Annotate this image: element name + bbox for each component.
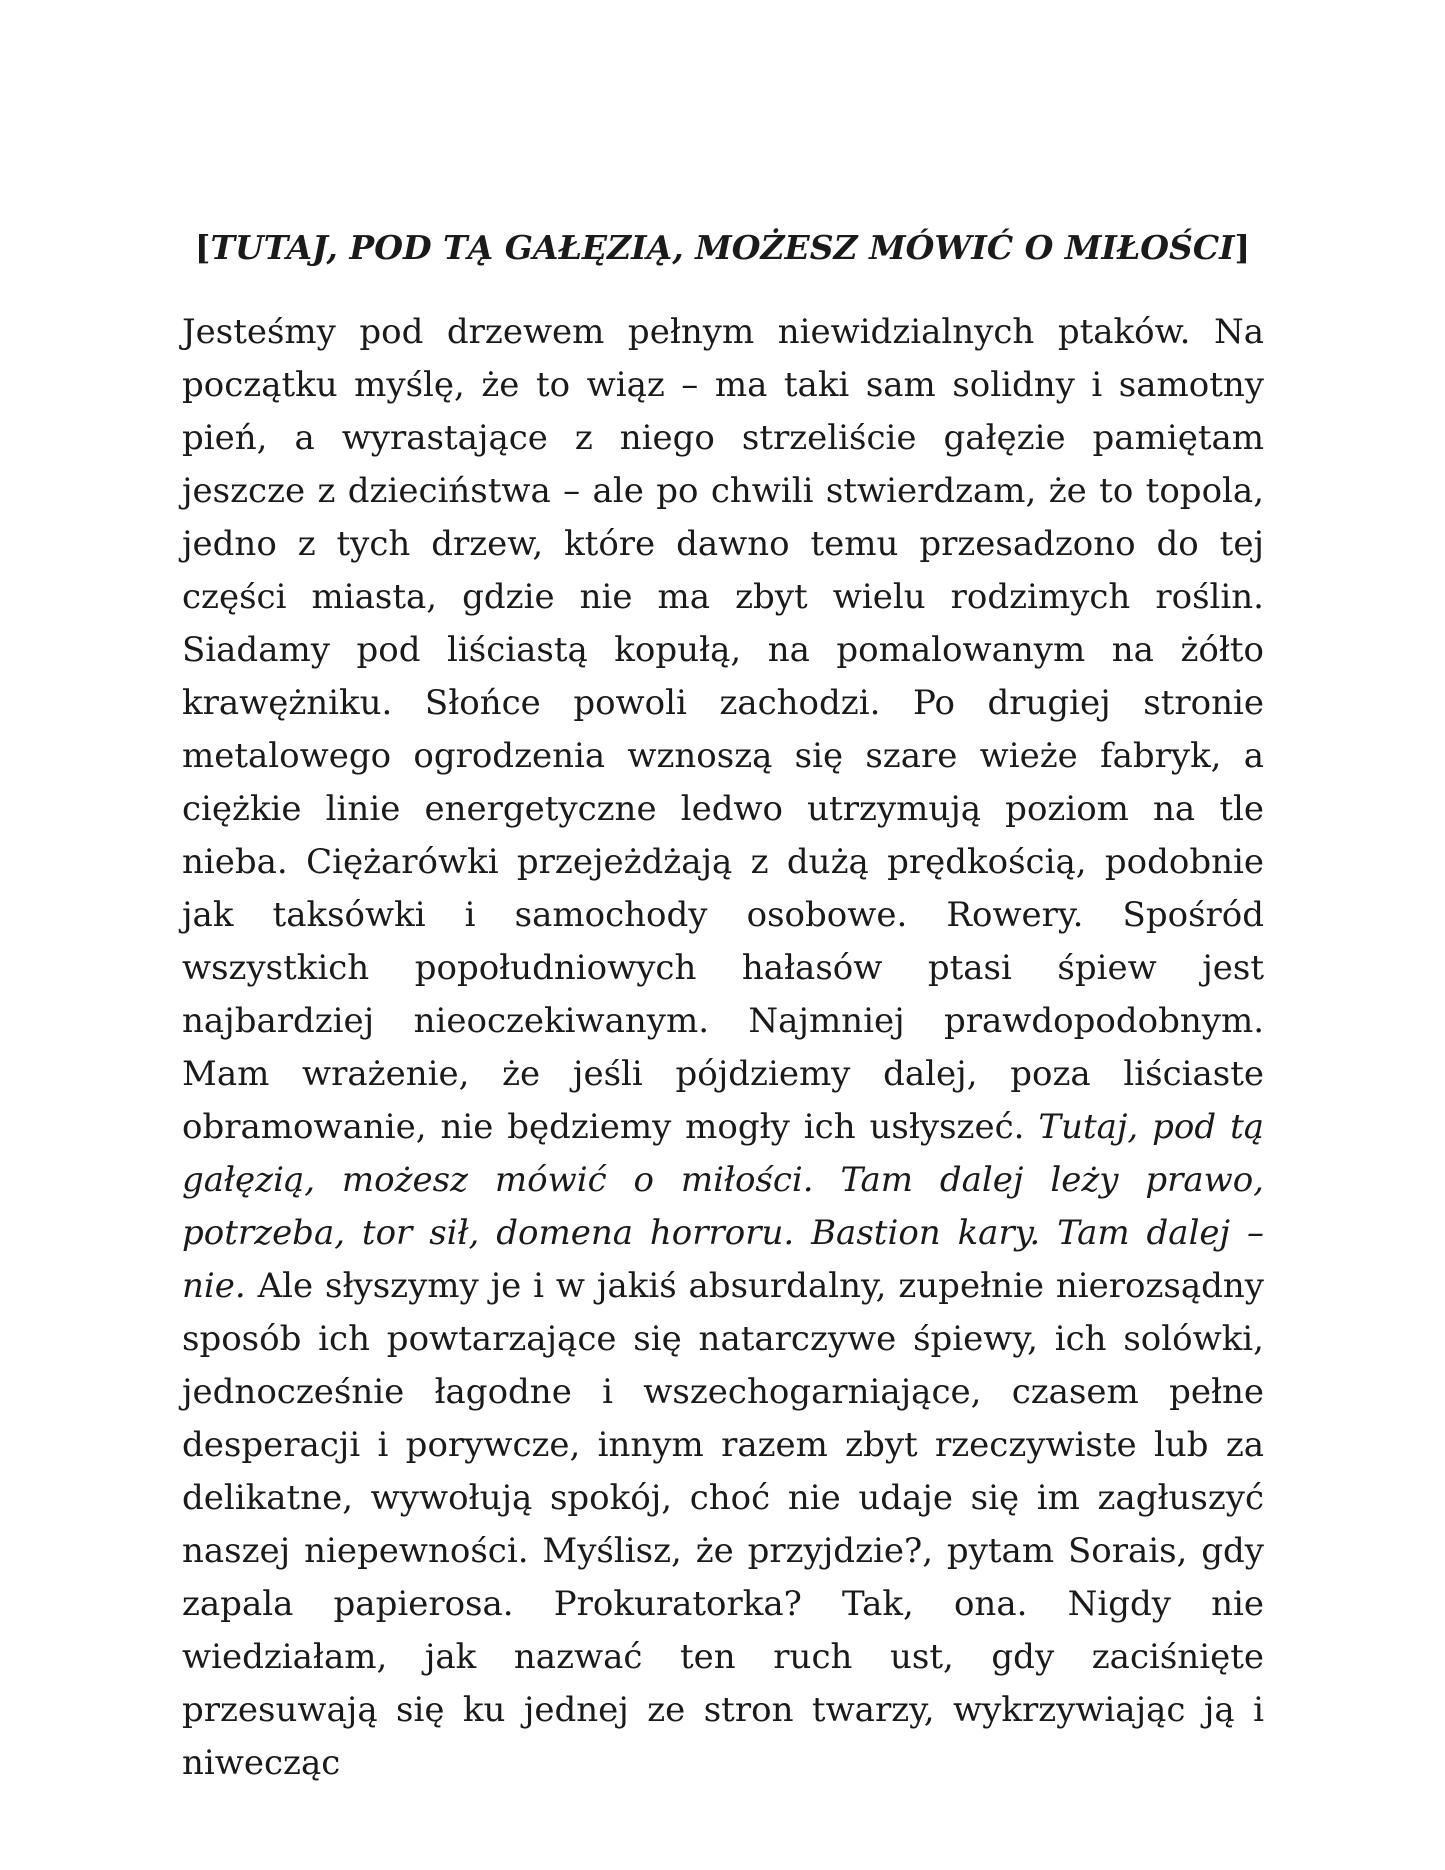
- paragraph-part-1: Jesteśmy pod drzewem pełnym niewidzialnych ptaków. Na początku myślę, że to wiąz – ma taki sam solidny i samotny pień, a wyrastające z niego strzeliście gałęzie pamiętam jeszcze z dzieciństwa – ale po chwili stwierdzam, że to topola, jedno z tych drzew, które dawno temu przesadzono do tej części miasta, gdzie nie ma zbyt wielu rodzimych roślin. Siadamy pod liściastą kopułą, na pomalowanym na żółto krawężniku. Słońce powoli zachodzi. Po drugiej stronie metalowego ogrodzenia wznoszą się szare wieże fabryk, a ciężkie linie energetyczne ledwo utrzymują poziom na tle nieba. Ciężarówki przejeżdżają z dużą prędkością, podobnie jak taksówki i samochody osobowe. Rowery. Spośród wszystkich popołudniowych hałasów ptasi śpiew jest najbardziej nieoczekiwanym. Najmniej prawdopodobnym. Mam wrażenie, że jeśli pójdziemy dalej, poza liściaste obramowanie, nie będziemy mogły ich usłyszeć.: [182, 312, 1264, 1147]
- paragraph-italic-quote: Tutaj, pod tą gałęzią, możesz mówić o miłości. Tam dalej leży prawo, potrzeba, tor sił, domena horroru. Bastion kary. Tam dalej – nie.: [182, 1107, 1264, 1306]
- title-close-bracket: ]: [1234, 228, 1251, 267]
- body-paragraph: [182, 306, 1264, 1790]
- title-open-bracket: [: [194, 228, 211, 267]
- chapter-title: [0, 222, 1445, 274]
- paragraph-part-2: Ale słyszymy je i w jakiś absurdalny, zupełnie nierozsądny sposób ich powtarzające się natarczywe śpiewy, ich solówki, jednocześnie łagodne i wszechogarniające, czasem pełne desperacji i porywcze, innym razem zbyt rzeczywiste lub za delikatne, wywołują spokój, choć nie udaje się im zagłuszyć naszej niepewności. Myślisz, że przyjdzie?, pytam Sorais, gdy zapala papierosa. Prokuratorka? Tak, ona. Nigdy nie wiedziałam, jak nazwać ten ruch ust, gdy zaciśnięte przesuwają się ku jednej ze stron twarzy, wykrzywiając ją i niwecząc: [182, 1266, 1264, 1783]
- title-text: TUTAJ, POD TĄ GAŁĘZIĄ, MOŻESZ MÓWIĆ O MIŁOŚCI: [210, 228, 1235, 267]
